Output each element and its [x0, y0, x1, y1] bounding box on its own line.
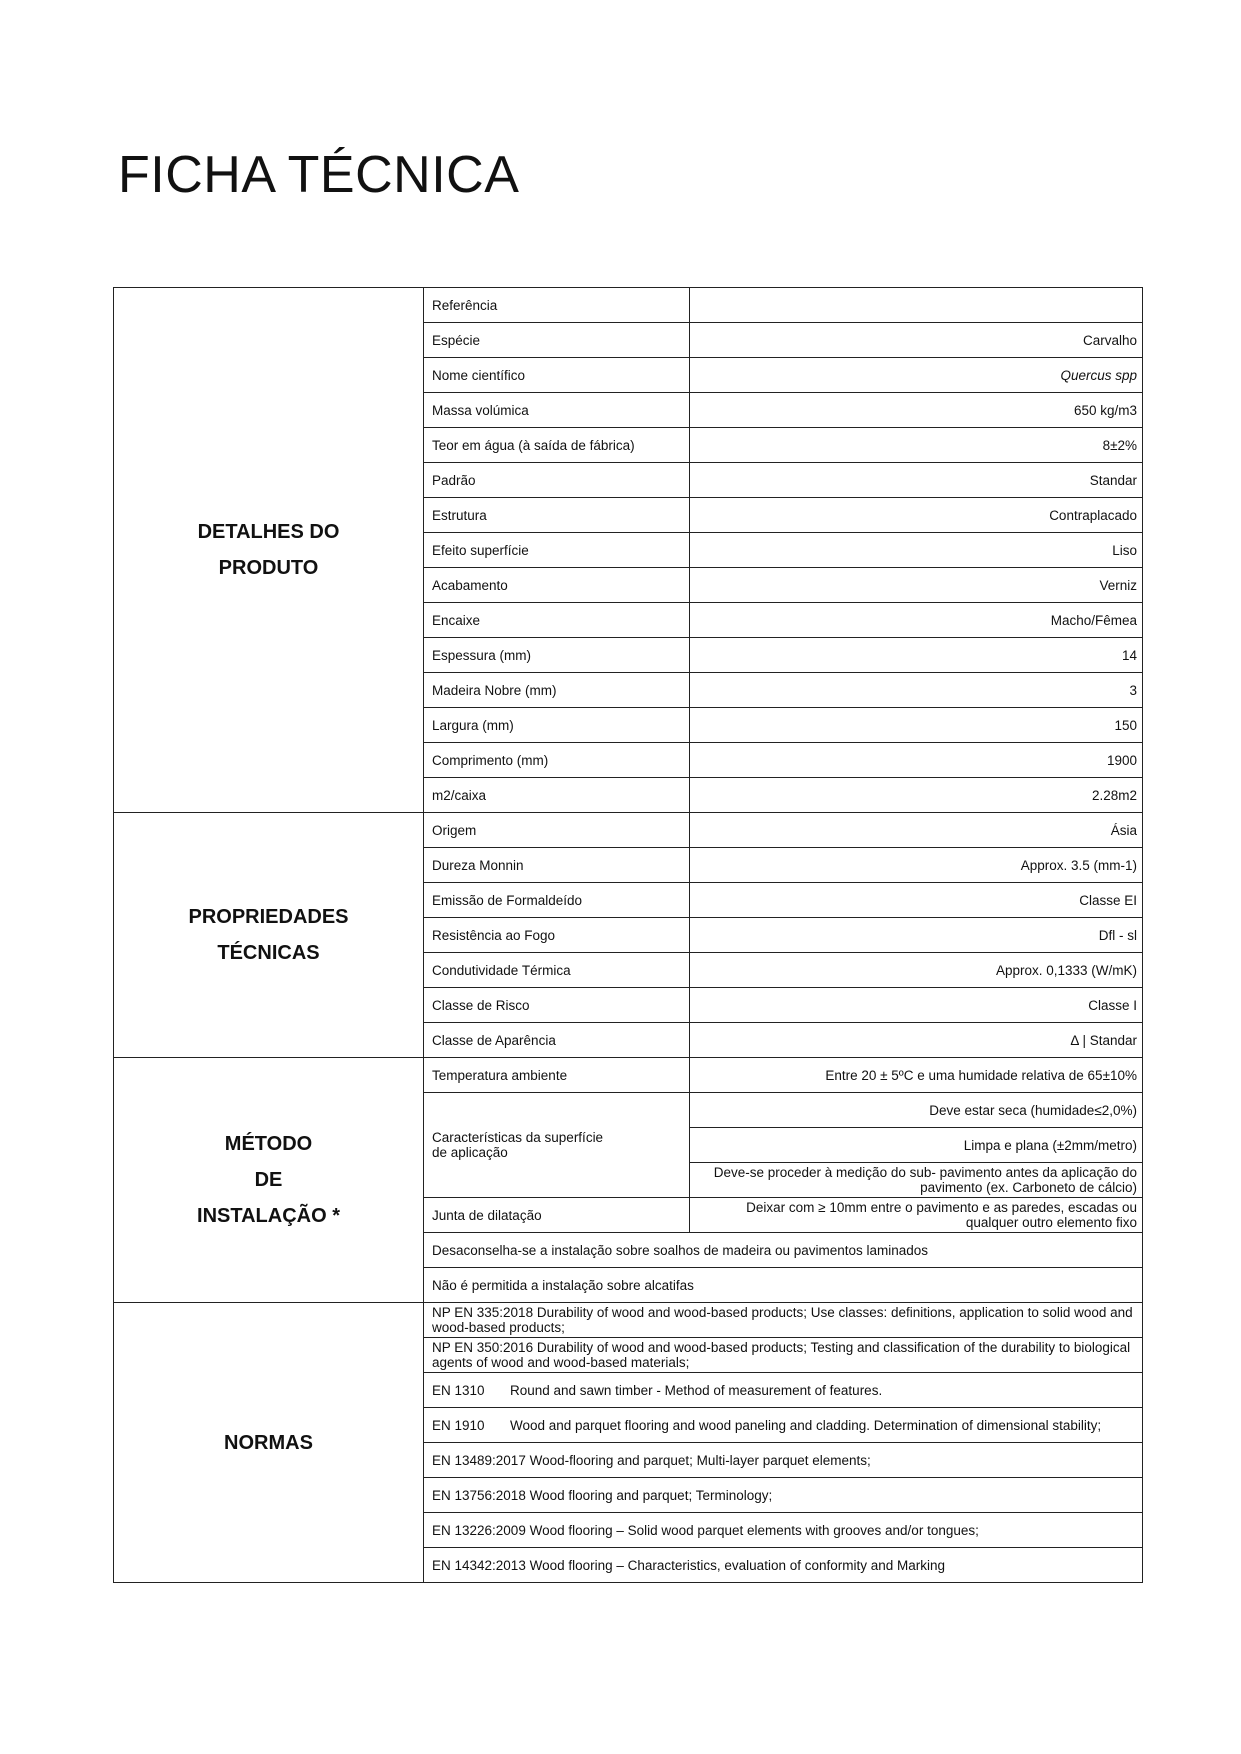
row-label: Padrão [424, 463, 690, 498]
row-label: Efeito superfície [424, 533, 690, 568]
row-value: 1900 [690, 743, 1143, 778]
row-label: m2/caixa [424, 778, 690, 813]
row-value: Carvalho [690, 323, 1143, 358]
row-label: Dureza Monnin [424, 848, 690, 883]
row-value: 8±2% [690, 428, 1143, 463]
row-value: Standar [690, 463, 1143, 498]
row-label: Origem [424, 813, 690, 848]
row-label: Largura (mm) [424, 708, 690, 743]
row-value: Liso [690, 533, 1143, 568]
row-value: Deve estar seca (humidade≤2,0%) [690, 1093, 1143, 1128]
row-value: Classe EI [690, 883, 1143, 918]
norma-item: EN 13489:2017 Wood-flooring and parquet; Multi-layer parquet elements; [424, 1443, 1143, 1478]
row-label: Referência [424, 288, 690, 323]
norma-item: EN 13226:2009 Wood flooring – Solid wood parquet elements with grooves and/or tongues; [424, 1513, 1143, 1548]
row-label: Características da superfície de aplicação [424, 1093, 690, 1198]
norma-item: EN 14342:2013 Wood flooring – Characteristics, evaluation of conformity and Marking [424, 1548, 1143, 1583]
row-label: Comprimento (mm) [424, 743, 690, 778]
row-label: Condutividade Térmica [424, 953, 690, 988]
row-label: Resistência ao Fogo [424, 918, 690, 953]
row-label: Junta de dilatação [424, 1198, 690, 1233]
row-value: Dfl - sl [690, 918, 1143, 953]
row-label: Espessura (mm) [424, 638, 690, 673]
norma-text: Round and sawn timber - Method of measurement of features. [510, 1382, 883, 1398]
installation-note: Desaconselha-se a instalação sobre soalhos de madeira ou pavimentos laminados [424, 1233, 1143, 1268]
row-value: Verniz [690, 568, 1143, 603]
row-value: Limpa e plana (±2mm/metro) [690, 1128, 1143, 1163]
section-normas: NORMAS [114, 1303, 424, 1583]
row-value: 650 kg/m3 [690, 393, 1143, 428]
row-value: Deixar com ≥ 10mm entre o pavimento e as paredes, escadas ou qualquer outro elemento fixo [690, 1198, 1143, 1233]
row-value: Approx. 3.5 (mm-1) [690, 848, 1143, 883]
norma-item: NP EN 350:2016 Durability of wood and wood-based products; Testing and classification of the durability to biological agents of wood and wood-based materials; [424, 1338, 1143, 1373]
row-label: Encaixe [424, 603, 690, 638]
row-label: Temperatura ambiente [424, 1058, 690, 1093]
row-value: Approx. 0,1333 (W/mK) [690, 953, 1143, 988]
norma-code: EN 1910 [432, 1417, 485, 1433]
installation-note: Não é permitida a instalação sobre alcatifas [424, 1268, 1143, 1303]
row-label: Classe de Aparência [424, 1023, 690, 1058]
spec-table [113, 287, 1143, 1583]
norma-item [424, 1373, 1143, 1408]
table-row [114, 1058, 1143, 1093]
page-title: FICHA TÉCNICA [118, 146, 520, 204]
table-row [114, 1303, 1143, 1338]
row-value: 2.28m2 [690, 778, 1143, 813]
row-label: Nome científico [424, 358, 690, 393]
norma-item: EN 13756:2018 Wood flooring and parquet; Terminology; [424, 1478, 1143, 1513]
row-label: Acabamento [424, 568, 690, 603]
norma-text: Wood and parquet flooring and wood paneling and cladding. Determination of dimensional stability; [510, 1417, 1102, 1433]
norma-code: EN 1310 [432, 1382, 485, 1398]
row-value [690, 288, 1143, 323]
row-label: Emissão de Formaldeído [424, 883, 690, 918]
table-row [114, 288, 1143, 323]
row-value: Entre 20 ± 5ºC e uma humidade relativa de 65±10% [690, 1058, 1143, 1093]
row-value: Δ | Standar [690, 1023, 1143, 1058]
row-value: 3 [690, 673, 1143, 708]
row-label: Estrutura [424, 498, 690, 533]
row-value: Classe I [690, 988, 1143, 1023]
row-value: Quercus spp [690, 358, 1143, 393]
row-value: 14 [690, 638, 1143, 673]
row-label: Espécie [424, 323, 690, 358]
section-propriedades: PROPRIEDADES TÉCNICAS [114, 813, 424, 1058]
row-value: 150 [690, 708, 1143, 743]
section-metodo: MÉTODO DE INSTALAÇÃO * [114, 1058, 424, 1303]
row-label: Madeira Nobre (mm) [424, 673, 690, 708]
norma-item: NP EN 335:2018 Durability of wood and wood-based products; Use classes: definitions, application to solid wood and wood-based products; [424, 1303, 1143, 1338]
row-value: Ásia [690, 813, 1143, 848]
norma-item [424, 1408, 1143, 1443]
section-detalhes: DETALHES DO PRODUTO [114, 288, 424, 813]
row-label: Teor em água (à saída de fábrica) [424, 428, 690, 463]
row-value: Macho/Fêmea [690, 603, 1143, 638]
row-value: Contraplacado [690, 498, 1143, 533]
row-label: Classe de Risco [424, 988, 690, 1023]
row-value: Deve-se proceder à medição do sub- pavimento antes da aplicação do pavimento (ex. Carboneto de cálcio) [690, 1163, 1143, 1198]
row-label: Massa volúmica [424, 393, 690, 428]
table-row [114, 813, 1143, 848]
